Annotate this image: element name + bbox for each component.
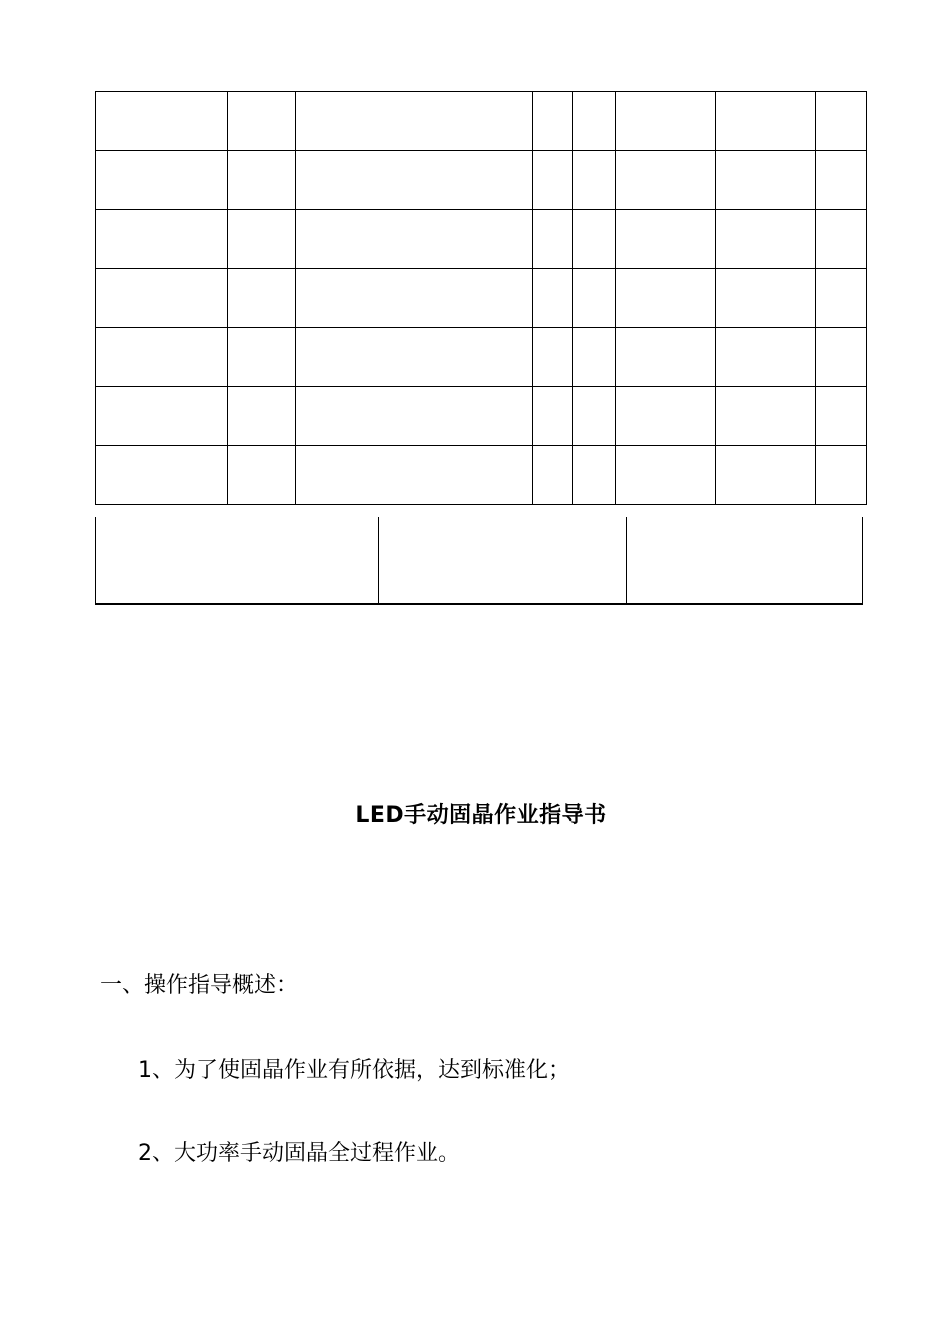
revision-record-table — [95, 91, 867, 505]
table-cell — [533, 210, 573, 269]
table-cell — [296, 92, 533, 151]
table-cell — [816, 387, 867, 446]
table-cell — [533, 92, 573, 151]
table-cell — [816, 446, 867, 505]
revision-record-body — [96, 92, 867, 505]
table-row — [96, 151, 867, 210]
table-cell — [228, 92, 296, 151]
signature-body — [96, 517, 863, 604]
table-cell — [716, 151, 816, 210]
table-cell — [533, 151, 573, 210]
table-cell — [573, 446, 616, 505]
table-cell — [616, 269, 716, 328]
table-cell — [573, 387, 616, 446]
list-item: 2、大功率手动固晶全过程作业。 — [138, 1141, 460, 1166]
table-row — [96, 269, 867, 328]
document-title: LED手动固晶作业指导书 — [355, 803, 607, 828]
table-cell — [228, 387, 296, 446]
table-cell — [573, 269, 616, 328]
table-cell — [616, 387, 716, 446]
table-cell — [96, 328, 228, 387]
table-cell — [716, 269, 816, 328]
table-cell — [616, 151, 716, 210]
table-cell — [228, 269, 296, 328]
table-cell — [96, 387, 228, 446]
table-cell — [296, 210, 533, 269]
table-cell — [573, 92, 616, 151]
table-cell — [296, 328, 533, 387]
table-cell — [533, 328, 573, 387]
table-cell — [573, 151, 616, 210]
table-cell — [716, 328, 816, 387]
signature-cell — [96, 517, 379, 604]
table-cell — [228, 446, 296, 505]
table-cell — [533, 387, 573, 446]
table-cell — [228, 151, 296, 210]
table-cell — [616, 446, 716, 505]
table-cell — [816, 92, 867, 151]
signature-table — [95, 517, 863, 605]
table-cell — [816, 151, 867, 210]
table-cell — [816, 269, 867, 328]
table-cell — [573, 210, 616, 269]
table-row — [96, 387, 867, 446]
table-cell — [96, 151, 228, 210]
table-cell — [716, 210, 816, 269]
table-cell — [296, 269, 533, 328]
list-item: 1、为了使固晶作业有所依据，达到标准化； — [138, 1058, 570, 1083]
table-cell — [573, 328, 616, 387]
table-row — [96, 210, 867, 269]
table-row — [96, 92, 867, 151]
table-cell — [96, 210, 228, 269]
table-cell — [716, 387, 816, 446]
table-row — [96, 446, 867, 505]
table-cell — [616, 210, 716, 269]
table-cell — [533, 269, 573, 328]
table-cell — [96, 269, 228, 328]
section-heading: 一、操作指导概述： — [100, 973, 299, 998]
table-cell — [716, 92, 816, 151]
table-cell — [296, 446, 533, 505]
table-cell — [816, 328, 867, 387]
table-row — [96, 328, 867, 387]
table-cell — [296, 387, 533, 446]
table-row — [96, 517, 863, 604]
table-cell — [228, 210, 296, 269]
table-cell — [228, 328, 296, 387]
table-cell — [716, 446, 816, 505]
table-cell — [616, 328, 716, 387]
table-cell — [296, 151, 533, 210]
table-cell — [96, 446, 228, 505]
signature-cell — [627, 517, 863, 604]
table-cell — [616, 92, 716, 151]
table-cell — [816, 210, 867, 269]
table-cell — [96, 92, 228, 151]
signature-cell — [379, 517, 627, 604]
table-cell — [533, 446, 573, 505]
